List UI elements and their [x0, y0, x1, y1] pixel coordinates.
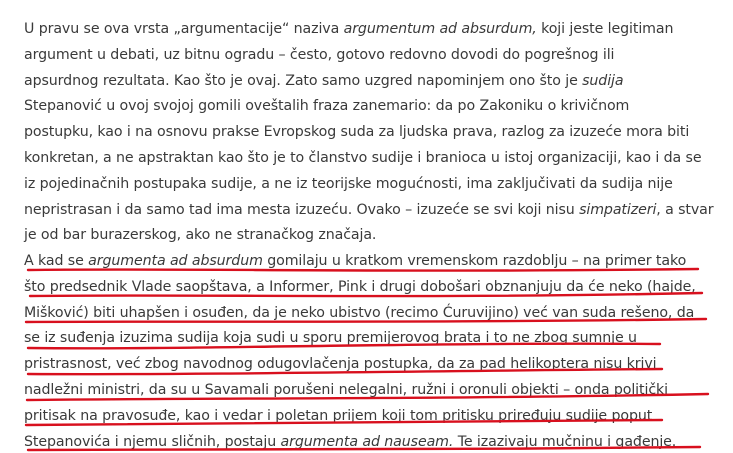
- text-run: , a stvar: [656, 201, 714, 218]
- text-line: [24, 430, 714, 453]
- text-line: [24, 326, 714, 352]
- text-line: [24, 275, 714, 301]
- italic-term: argumenta ad absurdum: [88, 253, 263, 269]
- text-line: [24, 198, 714, 224]
- text-line: [24, 378, 714, 404]
- text-run: nadležni ministri, da su u Savamali porušeni nelegalni, ružni i oronuli objekti – onda politički: [24, 381, 668, 398]
- text-run: pristrasnost, već zbog navodnog odugovlačenja postupka, da za pad helikoptera nisu krivi: [24, 356, 657, 373]
- text-line: [24, 17, 714, 43]
- text-run: argument u debati, uz bitnu ogradu – često, gotovo redovno dovodi do pogrešnog ili: [24, 46, 615, 63]
- italic-term: argumentum ad absurdum,: [343, 21, 537, 37]
- text-run: je od bar burazerskog, ako ne stranačkog značaja.: [24, 227, 377, 244]
- text-run: što predsednik Vlade saopštava, a Informer, Pink i drugi dobošari obznanjuju da će neko (hajde,: [24, 278, 696, 295]
- text-run: Mišković) biti uhapšen i osuđen, da je neko ubistvo (recimo Ćuruvijino) već van suda rešeno, da: [24, 304, 695, 321]
- text-line: [24, 43, 714, 69]
- text-run: U pravu se ova vrsta „argumentacije“ naziva: [24, 21, 344, 37]
- italic-term: sudija: [582, 72, 624, 89]
- text-run: nepristrasan i da samo tad ima mesta izuzeću. Ovako – izuzeće se svi koji nisu: [24, 201, 580, 218]
- text-line: [24, 404, 714, 430]
- text-run: Te izazivaju mučninu i gađenje.: [453, 433, 677, 450]
- text-run: apsurdnog rezultata. Kao što je ovaj. Zato samo uzgred napominjem ono što je: [24, 72, 583, 89]
- italic-term: argumenta ad nauseam.: [280, 433, 454, 450]
- text-line: [24, 94, 714, 120]
- text-run: postupku, kao i na osnovu prakse Evropskog suda za ljudska prava, razlog za izuzeće mora biti: [24, 124, 690, 141]
- text-line: [24, 249, 714, 275]
- text-line: [24, 301, 714, 327]
- text-run: Stepanović u ovoj svojoj gomili oveštalih fraza zanemario: da po Zakoniku o krivičnom: [24, 98, 630, 115]
- text-run: Stepanovića i njemu sličnih, postaju: [24, 433, 281, 450]
- text-line: [24, 146, 714, 172]
- text-run: gomilaju u kratkom vremenskom razdoblju – na primer tako: [262, 253, 687, 269]
- italic-term: simpatizeri: [579, 201, 657, 218]
- text-run: A kad se: [24, 253, 89, 269]
- text-run: pritisak na pravosuđe, kao i vedar i poletan prijem koji tom pritisku priređuju sudije poput: [24, 407, 653, 424]
- paragraph-argumentum-ad-absurdum: [24, 17, 714, 249]
- text-line: [24, 223, 714, 249]
- text-line: [24, 120, 714, 146]
- text-run: iz pojedinačnih postupaka sudije, a ne iz teorijske mogućnosti, ima zaključivati da sudija nije: [24, 175, 673, 192]
- paragraph-argumenta-ad-nauseam: [24, 249, 714, 453]
- text-line: [24, 172, 714, 198]
- text-run: konkretan, a ne apstraktan kao što je to članstvo sudije i branioca u istoj organizaciji, kao i da se: [24, 149, 702, 166]
- text-run: se iz suđenja izuzima sudija koja sudi u sporu premijerovog brata i to ne zbog sumnje u: [24, 330, 637, 347]
- text-line: [24, 69, 714, 95]
- text-run: koji jeste legitiman: [536, 21, 674, 37]
- text-line: [24, 352, 714, 378]
